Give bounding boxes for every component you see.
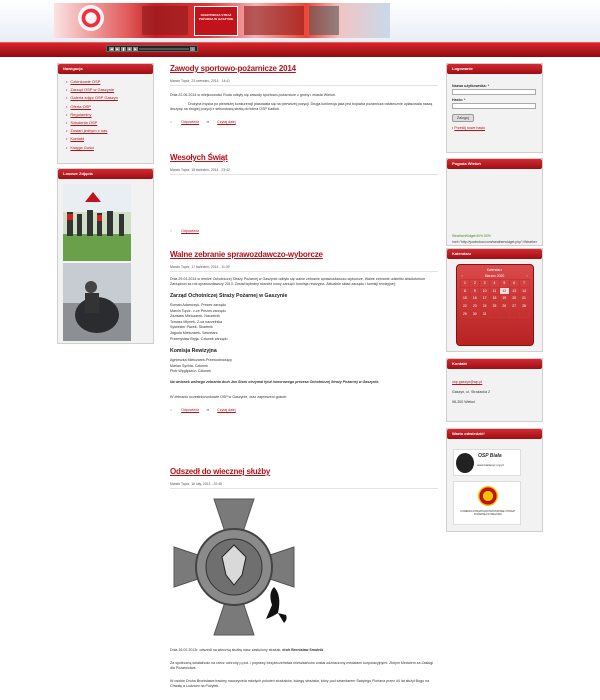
nav-link[interactable]: Zostań jednym z nas (70, 128, 108, 134)
calendar-day[interactable]: 15 (460, 295, 470, 303)
divider (170, 85, 438, 86)
list-item: Przemysław Bryja- Członek zarządu (170, 336, 228, 341)
calendar-title: Kalendarz (447, 249, 542, 259)
header (0, 0, 600, 42)
calendar-day[interactable]: 22 (460, 302, 470, 310)
volume-icon[interactable]: ♪ (191, 46, 194, 51)
calendar-day[interactable]: 5 (499, 280, 509, 288)
post-text (170, 648, 438, 653)
post-text: W zebraniu uczestniczonkowie OSP w Gaszynie, oraz zaproszeni goście: (170, 394, 287, 399)
comment-icon: ◌ (170, 229, 174, 233)
post (170, 64, 438, 124)
post-text: Dnia 29.03.2014 w remize Ochotniczej Straży Pożarnej w Gaszynie odbyło się walne zebranie sprawozdawczo-wyborcze. Walne zebranie udzieliło absolutorium Zarządowi za rok sprawozdawczy 2013. Został wybrany również nowy zarząd i komisja rewizyjna. Aktualnie skład zarządu i komisji rewizyjnej: (170, 277, 426, 286)
stop-icon[interactable]: ■ (128, 46, 131, 51)
list-item: Sylwester Pacek- Skarbnik (170, 325, 213, 330)
reply-link[interactable]: Odpowiedz (181, 120, 200, 124)
calendar-day[interactable]: 21 (519, 295, 529, 303)
calendar-day[interactable]: 8 (460, 287, 470, 295)
calendar-day[interactable]: 13 (509, 287, 519, 295)
contact-email-link[interactable]: osp.gaszyn@wp.pl (452, 380, 483, 384)
calendar-day[interactable]: 29 (460, 310, 470, 318)
calendar-week (460, 287, 529, 295)
post-title[interactable]: Zawody sportowo-pożarnicze 2014 (170, 64, 296, 73)
post (170, 250, 438, 412)
post-text: W osobie Druha Bronisława tracimy nauczyciela młodych pokoleń strażaków, kolegę strażaka, który pod sztandarem Świętego Floriana przez 44 lat służył Bogu na Chwałę a Ludziom na Pożytek. (170, 679, 430, 688)
board-list (170, 303, 438, 342)
calendar-day[interactable]: 11 (490, 287, 500, 295)
calendar-month-row (462, 274, 528, 278)
list-item: Agnieszka Mielczarek-Przewodniczący (170, 358, 232, 363)
read-more-link[interactable]: Czytaj dalej (217, 120, 236, 124)
calendar-week (460, 310, 529, 318)
random-photo-2[interactable] (63, 263, 131, 341)
calendar-day[interactable] (499, 310, 509, 318)
contact-postcode: 98-300 Wieluń (452, 400, 476, 404)
calendar-day[interactable]: 1 (460, 280, 470, 288)
calendar-day[interactable]: 19 (499, 295, 509, 303)
banner-shield (194, 6, 238, 36)
random-photo-1[interactable] (63, 184, 131, 261)
calendar-day[interactable]: 27 (509, 302, 519, 310)
seek-bar[interactable] (139, 48, 189, 50)
calendar-day[interactable]: 30 (470, 310, 480, 318)
main-content (170, 64, 438, 688)
post-text: Za społeczną działalność na rzecz ochrony p.poż. i poprawy bezpieczeństwa mieszkańców został odznaczony medalami korporacyjnymi: Złotym Medalem za Zasługi dla Pożarnictwa. (170, 661, 434, 670)
site-name: OCHOTNICZA STRAŻ POŻARNA W GASZYNIE (198, 13, 234, 21)
arrow-icon: ➔ (206, 407, 210, 412)
nav-list (58, 74, 153, 152)
audio-player[interactable] (106, 45, 198, 52)
calendar-day[interactable]: 10 (480, 287, 490, 295)
forgot-password-link[interactable]: Prześlij nowe hasło (454, 126, 486, 130)
list-item: Tomasz Młynek- Z-ca naczelnika (170, 319, 223, 324)
nav-item[interactable] (66, 135, 153, 143)
weather-block (446, 158, 543, 246)
nav-item[interactable] (66, 94, 153, 102)
calendar-day[interactable]: 3 (480, 280, 490, 288)
nav-item[interactable] (66, 86, 153, 94)
post-meta: Marcin Topór, 23 czerwiec, 2014 - 14:41 (170, 79, 231, 83)
post (170, 467, 438, 689)
calendar-day[interactable]: 26 (499, 302, 509, 310)
calendar-week (460, 280, 529, 288)
calendar-head: Kalendarz (486, 268, 503, 272)
password-label: Hasło: * (452, 98, 466, 102)
mourning-ribbon (266, 587, 287, 623)
post-actions (170, 120, 438, 124)
calendar-day[interactable]: 18 (490, 295, 500, 303)
nav-link[interactable]: Człónkowie OSP (70, 79, 101, 84)
nav-link[interactable]: Kontakt (70, 136, 84, 142)
calendar-day[interactable]: 28 (519, 302, 529, 310)
post-meta: Marcin Topór, 17 kwiecień, 2014 - 11:39 (170, 265, 230, 269)
prev-month-icon[interactable]: ‹ (461, 274, 463, 278)
photos-title: Losowe Zdjęcia (58, 169, 153, 179)
nav-link[interactable]: Regulaminy (70, 111, 92, 117)
play-icon[interactable]: ▶ (116, 46, 119, 51)
post (170, 153, 438, 233)
calendar-day[interactable]: 23 (470, 302, 480, 310)
links-block (446, 428, 543, 532)
nav-item[interactable] (66, 119, 153, 127)
comment-icon: ◌ (170, 120, 174, 124)
calendar-day[interactable]: 20 (509, 295, 519, 303)
post-text: Dnia 22.06.2014 w miejscowości Ruda odbyły się zawody sportowo-pożarnicze z gminy i miasta Wieluń. (170, 93, 336, 97)
login-block (446, 63, 543, 153)
banner-photo (309, 6, 339, 35)
divider (170, 271, 438, 272)
calendar-day[interactable]: 16 (470, 295, 480, 303)
post-meta: Marcin Topór, 16 luty, 2013 - 20:45 (170, 482, 222, 486)
contact-address: Gaszyn, ul. Strażacka 2 (452, 390, 490, 394)
list-item: Zdzisław Mielczarek- Naczelnik (170, 314, 220, 319)
post-title[interactable]: Odszedł do wiecznej służby (170, 467, 271, 476)
divider (170, 174, 438, 175)
osp-biala-name: OSP Biała (478, 453, 502, 459)
post-meta: Marcin Topór, 18 kwiecień, 2014 - 23:42 (170, 168, 230, 172)
comment-icon: ◌ (170, 407, 174, 412)
calendar-day[interactable]: 4 (490, 280, 500, 288)
login-button[interactable]: Zaloguj (452, 114, 474, 122)
contact-block (446, 358, 543, 422)
username-input[interactable] (452, 89, 536, 95)
post-note: Na wniosek walnego zebrania druh Jan Sisek otrzymał tytuł honorowego prezesa Ochotniczej Straży Pożarnej w Gaszynie. (170, 379, 380, 384)
username-label: Nazwa użytkownika: * (452, 84, 490, 88)
weather-widget-text: WeatherWidget:60% 50% (452, 234, 491, 238)
post-actions (170, 408, 438, 412)
calendar-day[interactable] (519, 310, 529, 318)
calendar-day[interactable]: 2 (470, 280, 480, 288)
arrow-icon: ➔ (206, 120, 210, 124)
calendar-day[interactable]: 7 (519, 280, 529, 288)
calendar-day[interactable]: 24 (480, 302, 490, 310)
calendar-widget (456, 264, 534, 346)
list-item: Marcin Topór- v-ce Prezes zarządu (170, 308, 226, 313)
post-title[interactable]: Walne zebranie sprawozdawczo-wyborcze (170, 250, 323, 259)
forgot-item: • Prześlij nowe hasło (452, 126, 486, 130)
calendar-week (460, 302, 529, 310)
audit-list (170, 358, 438, 375)
osp-badge-icon (456, 453, 474, 473)
list-item: Jagoda Mielczarek- Sekretarz (170, 330, 218, 335)
top-nav-bar (0, 42, 600, 57)
section-heading: Zarząd Ochotniczej Straży Pożarnej w Gaszynie (170, 293, 288, 299)
nav-block (57, 63, 154, 164)
post-actions (170, 229, 438, 233)
nav-item[interactable] (66, 144, 153, 152)
calendar-month: Marzec 2020 (484, 274, 505, 278)
post-title[interactable]: Wesołych Świąt (170, 153, 228, 162)
list-item: Marian Sychla- Członek (170, 363, 208, 368)
list-item: Piotr Węgłęszcz- Członek (170, 369, 211, 374)
calendar-day[interactable] (490, 310, 500, 318)
nav-item[interactable] (66, 127, 153, 135)
osp-biala-url: www.bialaosp.org.pl (477, 463, 504, 467)
osp-biala-banner[interactable] (453, 449, 521, 476)
nav-link[interactable]: Zarząd OSP w Gaszynie (70, 87, 115, 93)
psp-emblem-icon (478, 486, 498, 506)
links-title: Warto odwiedzić! (447, 429, 542, 439)
kp-psp-banner[interactable] (453, 481, 521, 525)
nav-link[interactable]: Szkolenia OSP (70, 120, 98, 126)
reply-link[interactable]: Odpowiedz (181, 407, 200, 412)
nav-item[interactable] (66, 103, 153, 111)
calendar-day[interactable]: 25 (490, 302, 500, 310)
kp-psp-name: KOMENDA POWIATOWA PAŃSTWOWEJ STRAŻY POŻARNEJ W WIELUNIU (460, 510, 516, 517)
nav-link[interactable]: Księga Gości (70, 144, 94, 150)
weather-title: Pogoda Wieluń (447, 159, 542, 169)
calendar-block (446, 248, 543, 352)
calendar-day[interactable]: 12 (499, 287, 509, 295)
section-heading: Komisja Rewizyjna (170, 348, 217, 355)
calendar-week (460, 295, 529, 303)
weather-widget-code: href="http://yowindow.com/weatherwidget.php">Weather (452, 240, 537, 244)
pause-icon[interactable]: ❚ (122, 46, 125, 51)
prev-icon[interactable]: ◀ (110, 46, 113, 51)
password-input[interactable] (452, 103, 536, 109)
login-title: Logowanie (447, 64, 542, 74)
calendar-day[interactable]: 14 (519, 287, 529, 295)
contact-title: Kontakt (447, 359, 542, 369)
nav-link[interactable]: Galeria zdjęć OSP Gaszyn (70, 95, 118, 101)
deceased-name: druh Bronisław Smolnik (282, 648, 324, 652)
read-more-link[interactable]: Czytaj dalej (217, 407, 236, 412)
osp-logo (78, 5, 104, 31)
post-text-part: Dnia 16.02.2013r. odszedł na wieczną służbę nasz zasłużony strażak, (170, 648, 282, 652)
next-month-icon[interactable]: › (526, 274, 528, 278)
nav-link[interactable]: Oferta OSP (70, 103, 92, 109)
nav-title: Nawigacja (58, 64, 153, 74)
calendar-day[interactable]: 6 (509, 280, 519, 288)
reply-link[interactable]: Odpowiedz (181, 229, 200, 233)
nav-item[interactable] (66, 111, 153, 119)
banner-photo (142, 6, 188, 35)
nav-item[interactable] (66, 78, 153, 86)
calendar-day[interactable]: 9 (470, 287, 480, 295)
next-icon[interactable]: ▶ (134, 46, 137, 51)
photos-block (57, 168, 154, 344)
calendar-day[interactable]: 31 (480, 310, 490, 318)
calendar-grid (460, 279, 530, 318)
list-item: Roman Adamczyk- Prezes zarządu (170, 303, 227, 307)
calendar-day[interactable]: 17 (480, 295, 490, 303)
site-banner[interactable] (54, 3, 390, 38)
banner-photo (244, 6, 304, 35)
divider (170, 488, 438, 489)
post-text: Drużyna męska po pierwszej konkurencji plasowała się na pierwszej pozycji. Druga konkrecja jaka jest bojówka pożarnicza ostatecznie uplasowała naszą drużynę na drugiej pozycji z sekundową stratą do lidera OSP Kadłub. (170, 102, 433, 111)
calendar-day[interactable] (509, 310, 519, 318)
fire-brigade-cross-image (170, 495, 298, 643)
